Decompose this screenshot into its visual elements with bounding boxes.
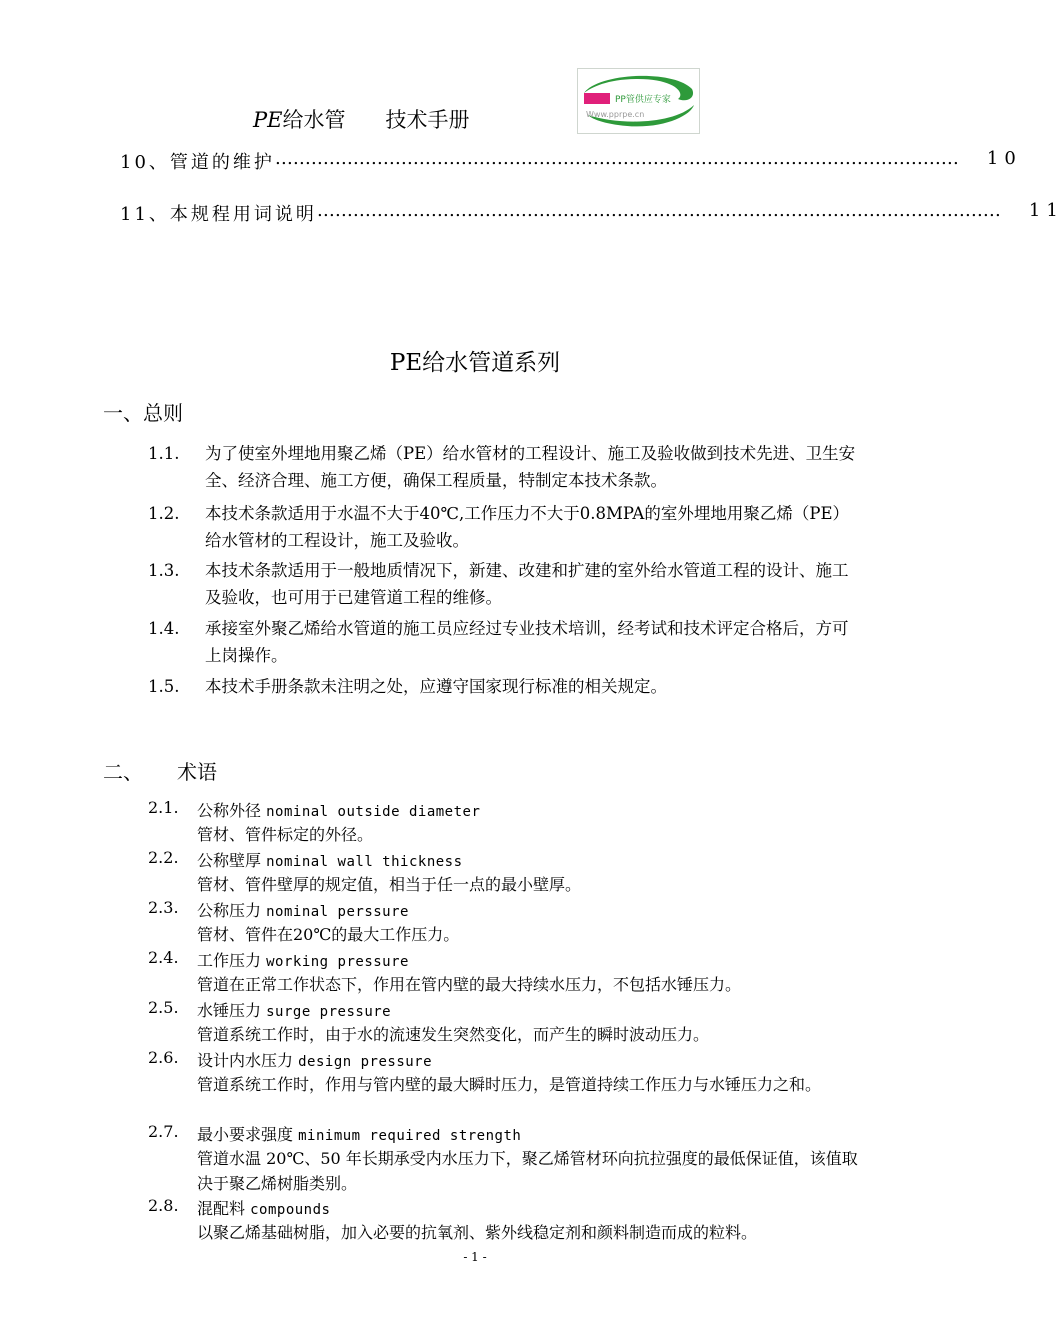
term-en: nominal perssure [266,904,409,920]
toc-entry-page: 11 [1028,200,1064,221]
header-title-sub: 技术手册 [385,108,470,132]
term-number: 2.8. [148,1196,179,1215]
header-title [253,104,469,134]
item-number: 1.2. [148,504,180,523]
logo-url-text: Www.pprpe.cn [586,110,645,119]
logo-swoosh-icon [578,69,699,133]
term-heading [197,1048,432,1071]
item-text: 为了使室外埋地用聚乙烯（PE）给水管材的工程设计、施工及验收做到技术先进、卫生安全、经济合理、施工方便，确保工程质量，特制定本技术条款。 [205,444,856,490]
term-en: surge pressure [266,1004,392,1020]
term-definition: 管材、管件标定的外径。 [197,825,374,844]
term-heading [197,798,480,821]
item-text: 本技术手册条款未注明之处，应遵守国家现行标准的相关规定。 [205,677,667,696]
item-text: 本技术条款适用于一般地质情况下，新建、改建和扩建的室外给水管道工程的设计、施工及验收，也可用于已建管道工程的维修。 [205,561,849,607]
section-heading-text: 术语 [177,760,217,784]
term-number: 2.6. [148,1048,179,1067]
item-number: 1.4. [148,619,180,638]
term-heading [197,1122,521,1145]
toc-entry[interactable] [120,200,1064,226]
page-number: - 1 - [463,1250,487,1264]
section-heading-general: 一、总则 [103,401,183,425]
toc-entry-label: 11、本规程用词说明 [120,204,317,225]
term-zh: 设计内水压力 [197,1051,294,1070]
term-en: nominal outside diameter [266,804,481,820]
item-number: 1.3. [148,561,180,580]
item-text: 承接室外聚乙烯给水管道的施工员应经过专业技术培训，经考试和技术评定合格后，方可上岗操作。 [205,619,849,665]
term-number: 2.4. [148,948,179,967]
term-definition: 管道水温 20℃、50 年长期承受内水压力下，聚乙烯管材环向抗拉强度的最低保证值，该值取决于聚乙烯树脂类别。 [197,1149,858,1193]
term-number: 2.1. [148,798,179,817]
term-definition: 管材、管件壁厚的规定值，相当于任一点的最小壁厚。 [197,875,582,894]
term-number: 2.7. [148,1122,179,1141]
header-title-main: 给水管 [282,108,346,132]
term-en: minimum required strength [298,1128,522,1144]
company-logo [577,68,700,134]
term-zh: 公称压力 [197,901,262,920]
term-heading [197,998,391,1021]
term-heading [197,1196,330,1219]
toc-entry-label: 10、管道的维护 [120,152,275,173]
item-number: 1.1. [148,444,180,463]
toc-leader: …………………………………………………………………………………………………… [274,148,959,169]
term-definition: 以聚乙烯基础树脂，加入必要的抗氧剂、紫外线稳定剂和颜料制造而成的粒料。 [197,1223,758,1242]
item-number: 1.5. [148,677,180,696]
document-title: PE给水管道系列 [389,350,561,376]
toc-entry[interactable] [120,148,1022,174]
term-zh: 最小要求强度 [197,1125,294,1144]
header-title-pe: PE [253,108,283,132]
term-heading [197,848,463,871]
term-en: nominal wall thickness [266,854,463,870]
term-zh: 公称壁厚 [197,851,262,870]
term-heading [197,948,409,971]
term-number: 2.2. [148,848,179,867]
logo-brand-text: PP管供应专家 [615,95,671,105]
term-definition: 管道系统工作时，作用与管内壁的最大瞬时压力，是管道持续工作压力与水锤压力之和。 [197,1075,822,1094]
toc-leader: …………………………………………………………………………………………………… [316,200,1001,221]
term-number: 2.3. [148,898,179,917]
term-zh: 工作压力 [197,951,262,970]
term-zh: 混配料 [197,1199,246,1218]
term-en: compounds [250,1202,331,1218]
term-zh: 水锤压力 [197,1001,262,1020]
term-zh: 公称外径 [197,801,262,820]
term-en: working pressure [266,954,409,970]
toc-entry-page: 10 [986,148,1022,169]
section-heading-terms [103,756,217,785]
section-heading-number: 二、 [103,760,143,784]
term-definition: 管道系统工作时，由于水的流速发生突然变化，而产生的瞬时波动压力。 [197,1025,710,1044]
term-definition: 管道在正常工作状态下，作用在管内壁的最大持续水压力，不包括水锤压力。 [197,975,742,994]
term-definition: 管材、管件在20℃的最大工作压力。 [197,925,460,944]
term-number: 2.5. [148,998,179,1017]
term-en: design pressure [298,1054,433,1070]
term-heading [197,898,409,921]
item-text: 本技术条款适用于水温不大于40℃,工作压力不大于0.8MPA的室外埋地用聚乙烯（PE）给水管材的工程设计，施工及验收。 [205,504,849,550]
